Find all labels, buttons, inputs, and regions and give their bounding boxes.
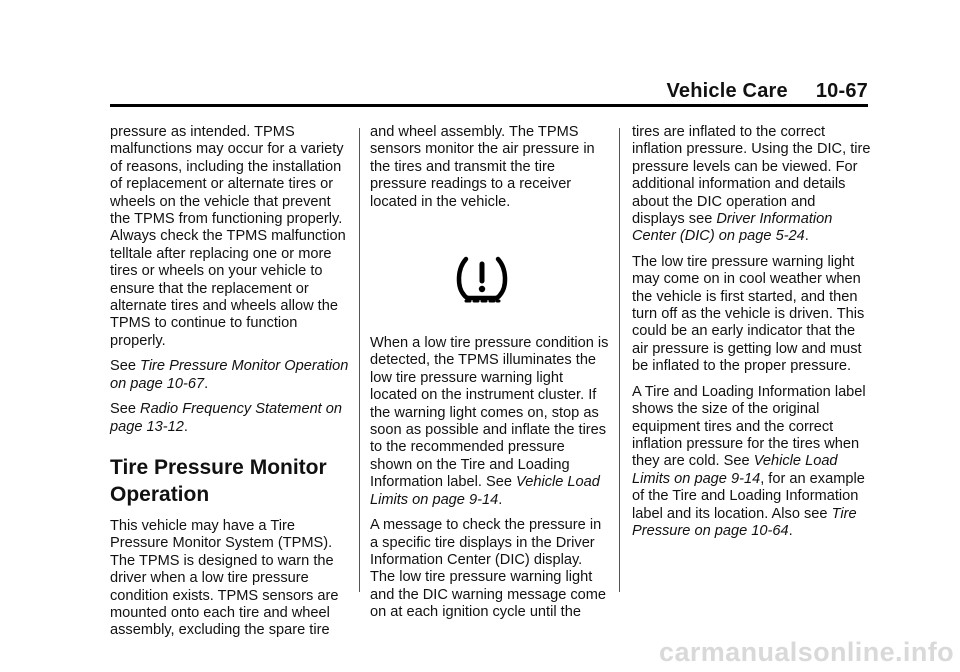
cross-reference-link[interactable]: Tire Pressure Monitor Operation on page 10-67 — [110, 358, 349, 392]
tpms-warning-icon — [455, 255, 509, 305]
section-title: Tire Pressure Monitor Operation — [110, 455, 327, 506]
paragraph-text: tires are inflated to the correct inflation pressure. Using the DIC, tire pressure levels can be viewed. For additional information and details about the DIC operation and displays see — [632, 124, 871, 228]
column-3 — [632, 124, 872, 548]
paragraph: pressure as intended. TPMS malfunctions may occur for a variety of reasons, including the installation of replacement or alternate tires or wheels on the vehicle that prevent the TPMS from functioning properly. Always check the TPMS malfunction telltale after replacing one or more tires or wheels on your vehicle to ensure that the replacement or alternate tires and wheels allow the TPMS to continue to function properly. — [110, 124, 346, 349]
cross-reference-link[interactable]: Tire Pressure on page 10-64 — [632, 505, 857, 539]
cross-reference-link[interactable]: Vehicle Load Limits on page 9-14 — [370, 474, 600, 508]
paragraph — [632, 384, 872, 541]
punctuation: . — [498, 491, 503, 508]
column-2 — [370, 124, 610, 630]
paragraph — [632, 124, 872, 246]
see-reference — [110, 358, 350, 393]
column-1 — [110, 124, 350, 648]
tpms-icon-container — [370, 255, 610, 305]
paragraph-text: When a low tire pressure condition is detected, the TPMS illuminates the low tire pressure warning light located on the instrument cluster. If the warning light comes on, stop as soon as possible and inflate the tires to the recommended pressure shown on the Tire and Loading Information label. See — [370, 335, 609, 491]
punctuation: . — [804, 228, 809, 245]
paragraph: A message to check the pressure in a specific tire displays in the Driver Information Center (DIC) display. The low tire pressure warning light and the DIC warning message come on at each ignition cycle until the — [370, 517, 607, 621]
paragraph: The low tire pressure warning light may come on in cool weather when the vehicle is first started, and then turn off as the vehicle is driven. This could be an early indicator that the air pressure is getting low and must be inflated to the proper pressure. — [632, 253, 865, 375]
punctuation: . — [183, 418, 188, 435]
column-divider-2 — [619, 128, 620, 592]
header-rule — [110, 104, 868, 107]
cross-reference-link[interactable]: Vehicle Load Limits on page 9-14 — [632, 453, 838, 487]
paragraph-text: , for an example of the Tire and Loading Information label and its location. Also see — [632, 470, 865, 522]
cross-reference-link[interactable]: Driver Information Center (DIC) on page 5-24 — [632, 211, 833, 245]
punctuation: . — [788, 522, 793, 539]
column-divider-1 — [359, 128, 360, 592]
paragraph: This vehicle may have a Tire Pressure Monitor System (TPMS). The TPMS is designed to warn the driver when a low tire pressure condition exists. TPMS sensors are mounted onto each tire and wheel assembly, excluding the spare tire — [110, 517, 339, 639]
see-reference — [110, 401, 350, 436]
paragraph — [370, 335, 610, 509]
paragraph-text: A Tire and Loading Information label shows the size of the original equipment tires and the correct inflation pressure for the tires when they are cold. See — [632, 383, 866, 470]
punctuation: . — [204, 375, 209, 392]
paragraph: and wheel assembly. The TPMS sensors monitor the air pressure in the tires and transmit the tire pressure readings to a receiver located in the vehicle. — [370, 124, 595, 210]
watermark: carmanualsonline.info — [659, 637, 954, 667]
see-label: See — [110, 358, 141, 375]
see-label: See — [110, 401, 141, 418]
page-header — [666, 80, 868, 103]
page-number: 10-67 — [815, 80, 868, 102]
cross-reference-link[interactable]: Radio Frequency Statement on page 13-12 — [110, 401, 343, 435]
section-name: Vehicle Care — [666, 80, 788, 102]
